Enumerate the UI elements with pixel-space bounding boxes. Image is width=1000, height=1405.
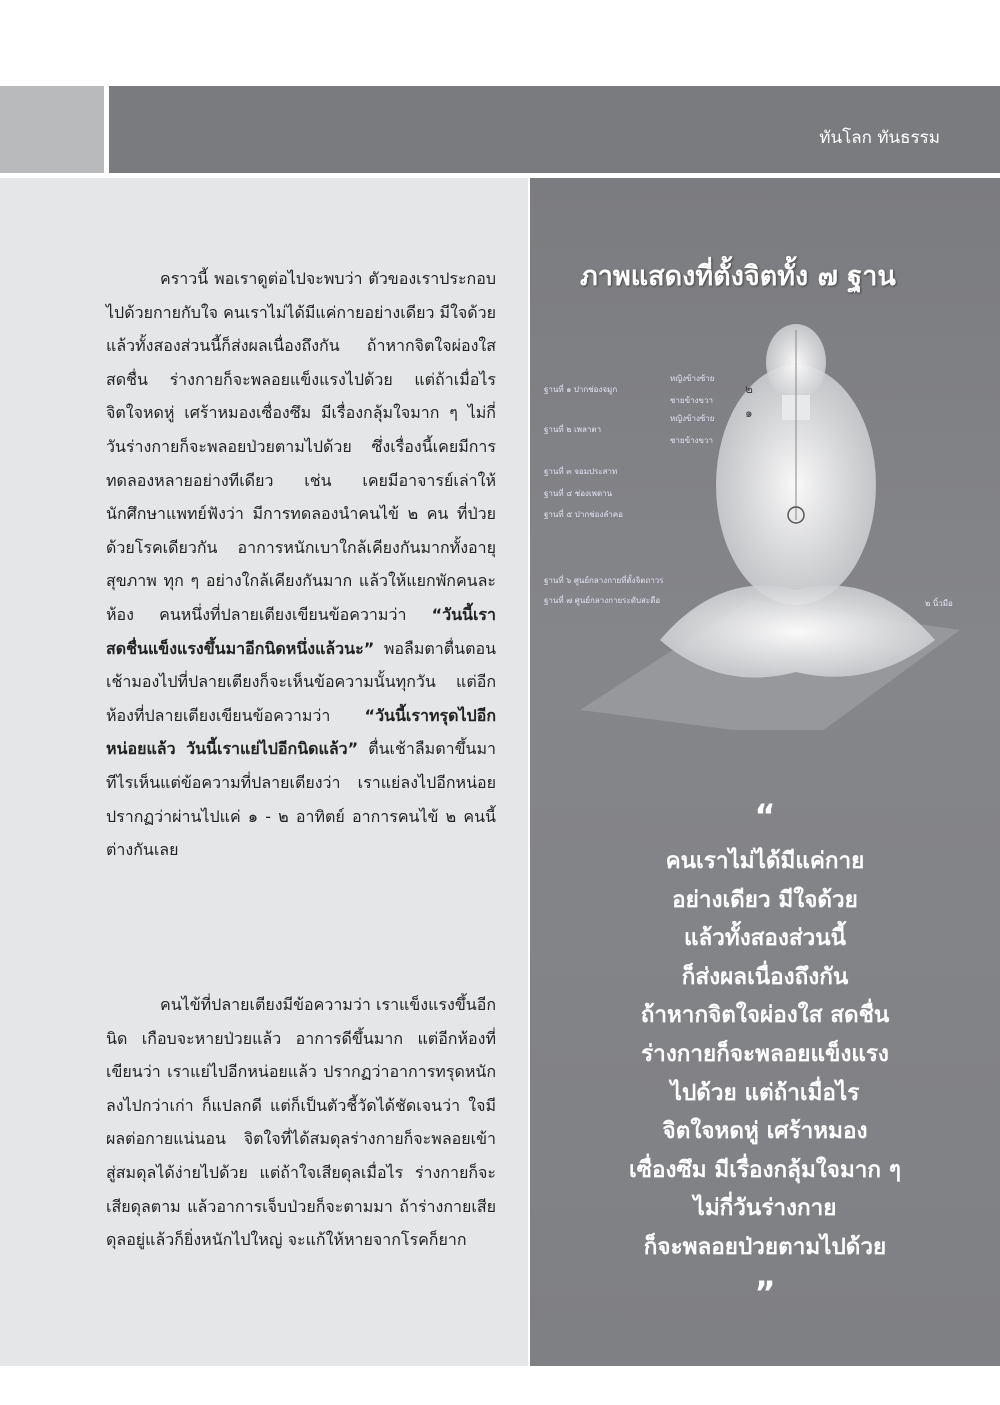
crossed-legs-shape: [660, 586, 935, 678]
figure-label: ฐานที่ ๖ ศูนย์กลางกายที่ตั้งจิตถาวร: [544, 576, 664, 585]
figure-number: ๑: [745, 406, 753, 420]
figure-label: หญิงข้างซ้าย: [670, 374, 715, 383]
figure-label: ฐานที่ ๓ จอมประสาท: [544, 467, 618, 476]
figure-label: ฐานที่ ๔ ช่องเพดาน: [544, 489, 613, 498]
article-paragraph-1: [106, 262, 496, 867]
meditation-figure: [540, 300, 1000, 730]
section-title: ทันโลก ทันธรรม: [819, 128, 940, 148]
pull-quote: [560, 797, 970, 1312]
paragraph-text: ตื่นเช้าลืมตาขึ้นมาทีไรเห็นแต่ข้อความที่ปลายเตียงว่า เราแย่ลงไปอีกหน่อย ปรากฏว่าผ่านไปแค่ ๑ - ๒ อาทิตย์ อาการคนไข้ ๒ คนนี้ต่างกันเลย: [106, 739, 496, 860]
figure-label: ๒ นิ้วมือ: [925, 599, 953, 608]
figure-label: ฐานที่ ๒ เพลาตา: [544, 425, 602, 434]
open-quote-mark: “: [754, 797, 776, 835]
quote-negative: “วันนี้เราทรุดไปอีกหน่อยแล้ว วันนี้เราแย่ไปอีกนิดแล้ว”: [106, 705, 496, 759]
quote-positive: “วันนี้เราสดชื่นแข็งแรงขึ้นมาอีกนิดหนึ่งแล้วนะ”: [106, 604, 496, 658]
figure-title: ภาพแสดงที่ตั้งจิตทั้ง ๗ ฐาน: [580, 261, 896, 292]
figure-label: ชายข้างขวา: [670, 396, 713, 405]
figure-label: ฐานที่ ๗ ศูนย์กลางกายระดับสะดือ: [544, 596, 661, 605]
figure-label: ฐานที่ ๑ ปากช่องจมูก: [544, 385, 618, 394]
paragraph-text: คราวนี้ พอเราดูต่อไปจะพบว่า ตัวของเราประกอบไปด้วยกายกับใจ คนเราไม่ได้มีแค่กายอย่างเดียว มีใจด้วย แล้วทั้งสองส่วนนี้ก็ส่งผลเนื่องถึงกัน ถ้าหากจิตใจผ่องใส สดชื่น ร่างกายก็จะพลอยแข็งแรงไปด้วย แต่ถ้าเมื่อไรจิตใจหดหู่ เศร้าหมองเซื่องซึม มีเรื่องกลุ้มใจมาก ๆ ไม่กี่วันร่างกายก็จะพลอยป่วยตามไปด้วย ซึ่งเรื่องนี้เคยมีการทดลองหลายอย่างทีเดียว เช่น เคยมีอาจารย์เล่าให้นักศึกษาแพทย์ฟังว่า มีการทดลองนำคนไข้ ๒ คน ที่ป่วยด้วยโรคเดียวกัน อาการหนักเบาใกล้เคียงกันมากทั้งอายุ สุขภาพ ทุก ๆ อย่างใกล้เคียงกันมาก แล้วให้แยกพักคนละห้อง คนหนึ่งที่ปลายเตียงเขียนข้อความว่า: [106, 269, 497, 624]
figure-label: ฐานที่ ๕ ปากช่องลำคอ: [544, 510, 623, 519]
close-quote-mark: ”: [754, 1273, 776, 1312]
paragraph-text: คนไข้ที่ปลายเตียงมีข้อความว่า เราแข็งแรงขึ้นอีกนิด เกือบจะหายป่วยแล้ว อาการดีขึ้นมาก แต่อีกห้องที่เขียนว่า เราแย่ไปอีกหน่อยแล้ว ปรากฏว่าอาการทรุดหนักลงไปกว่าเก่า ก็แปลกดี แต่ก็เป็นตัวชี้วัดได้ชัดเจนว่า ใจมีผลต่อกายแน่นอน จิตใจที่ได้สมดุลร่างกายก็จะพลอยเข้าสู่สมดุลได้ง่ายไปด้วย แต่ถ้าใจเสียดุลเมื่อไร ร่างกายก็จะเสียดุลตาม แล้วอาการเจ็บป่วยก็จะตามมา ถ้าร่างกายเสียดุลอยู่แล้วก็ยิ่งหนักไปใหญ่ จะแก้ให้หายจากโรคก็ยาก: [106, 995, 496, 1250]
figure-label: ชายข้างขวา: [670, 436, 713, 445]
paragraph-text: พอลืมตาตื่นตอนเช้ามองไปที่ปลายเตียงก็จะเห็นข้อความนั้นทุกวัน แต่อีกห้องที่ปลายเตียงเขียนข้อความว่า: [106, 638, 496, 725]
figure-label: หญิงข้างซ้าย: [670, 414, 715, 423]
article-paragraph-2: [106, 988, 496, 1257]
header-bar: [109, 86, 1000, 173]
figure-number: ๒: [745, 382, 753, 396]
pull-quote-text: คนเราไม่ได้มีแค่กาย อย่างเดียว มีใจด้วย แล้วทั้งสองส่วนนี้ ก็ส่งผลเนื่องถึงกัน ถ้าหากจิตใจผ่องใส สดชื่น ร่างกายก็จะพลอยแข็งแรง ไปด้วย แต่ถ้าเมื่อไร จิตใจหดหู่ เศร้าหมอง เซื่องซึม มีเรื่องกลุ้มใจมาก ๆ ไม่กี่วันร่างกาย ก็จะพลอยป่วยตามไปด้วย: [629, 848, 901, 1260]
header-side-block: [0, 86, 104, 173]
